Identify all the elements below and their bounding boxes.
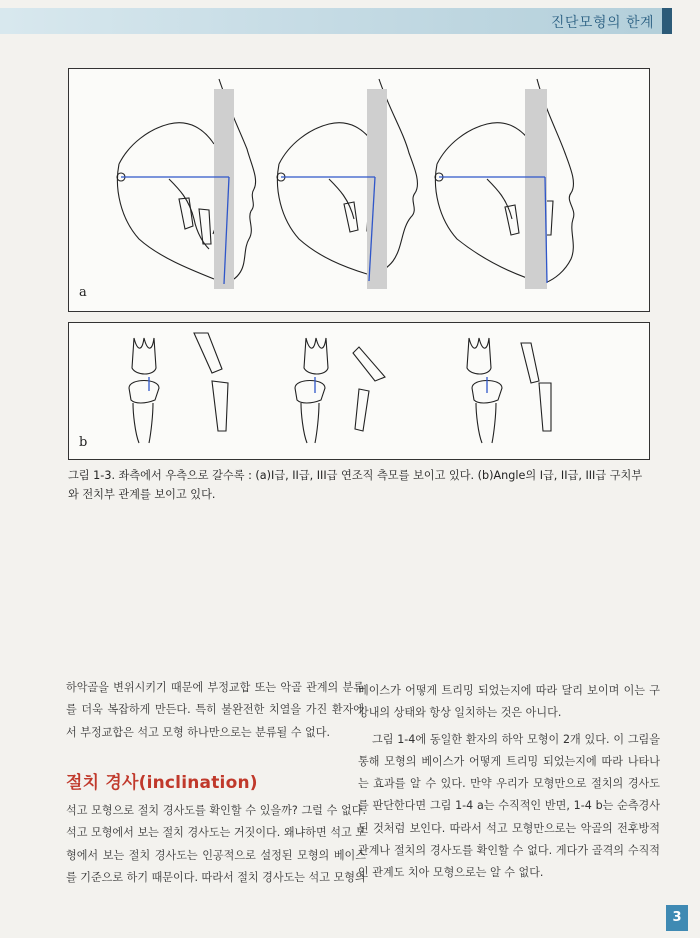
left-paragraph-1: 하악골을 변위시키기 때문에 부정교합 또는 악골 관계의 분류를 더욱 복잡하게 만든다. 특히 불완전한 치열을 가진 환자에서 부정교합은 석고 모형 하나만으로는 분류될 수 없다. [66,681,364,739]
left-column-intro [66,677,364,744]
left-paragraph-2: 석고 모형으로 절치 경사도를 확인할 수 있을까? 그럴 수 없다. 석고 모형에서 보는 절치 경사도는 거짓이다. 왜냐하면 석고 모형에서 보는 절치 경사도는 인공적으로 설정된 모형의 베이스를 기준으로 하기 때문이다. 따라서 절치 경사도는 석고 모형의 [66,804,366,884]
tooth-relationship-illustration [69,323,649,459]
running-header-title: 진단모형의 한계 [550,15,654,31]
profile-class-2 [277,79,417,279]
caption-line-2: 와 전치부 관계를 보이고 있다. [68,488,216,501]
page-number-badge: 3 [666,905,688,931]
figure-panel-b [68,322,650,460]
profile-class-3 [435,79,574,283]
molar-pair-class-1 [129,338,159,443]
right-paragraph-2: 그림 1-4에 동일한 환자의 하악 모형이 2개 있다. 이 그림을 통해 모형의 베이스가 어떻게 트리밍 되었는지에 따라 나타나는 효과를 알 수 있다. 만약 우리가 모형만으로 절치의 경사도를 판단한다면 그림 1-4 a는 수직적인 반면, 1-4 b는 순측경사된 것처럼 보인다. 따라서 석고 모형만으로는 악골의 전후방적 관계나 절치의 경사도를 확인할 수 없다. 게다가 골격의 수직적인 관계도 치아 모형으로는 알 수 없다. [358,732,660,880]
molar-pair-class-3 [467,338,502,443]
panel-b-label: b [79,435,88,450]
profile-tracings-illustration [69,69,649,311]
panel-a-label: a [79,285,87,300]
header-edge-tab [662,8,672,34]
caption-line-1: 그림 1-3. 좌측에서 우측으로 갈수록 : (a)I급, II급, III급 연조직 측모를 보이고 있다. (b)Angle의 I급, II급, III급 구치부 [68,469,643,482]
incisor-pair-class-1 [194,333,228,431]
figure-caption [68,466,658,504]
section-heading: 절치 경사(inclination) [66,773,258,793]
right-column [358,680,660,885]
running-header [0,8,672,34]
guide-lines [121,177,547,284]
right-paragraph-1: 베이스가 어떻게 트리밍 되었는지에 따라 달리 보이며 이는 구강내의 상태와 항상 일치하는 것은 아니다. [358,684,660,720]
incisor-pair-class-3 [521,343,551,431]
figure-panel-a [68,68,650,312]
incisor-pair-class-2 [353,347,385,431]
left-column-body [66,800,366,889]
molar-pair-class-2 [295,338,328,443]
profile-class-1 [117,79,256,283]
